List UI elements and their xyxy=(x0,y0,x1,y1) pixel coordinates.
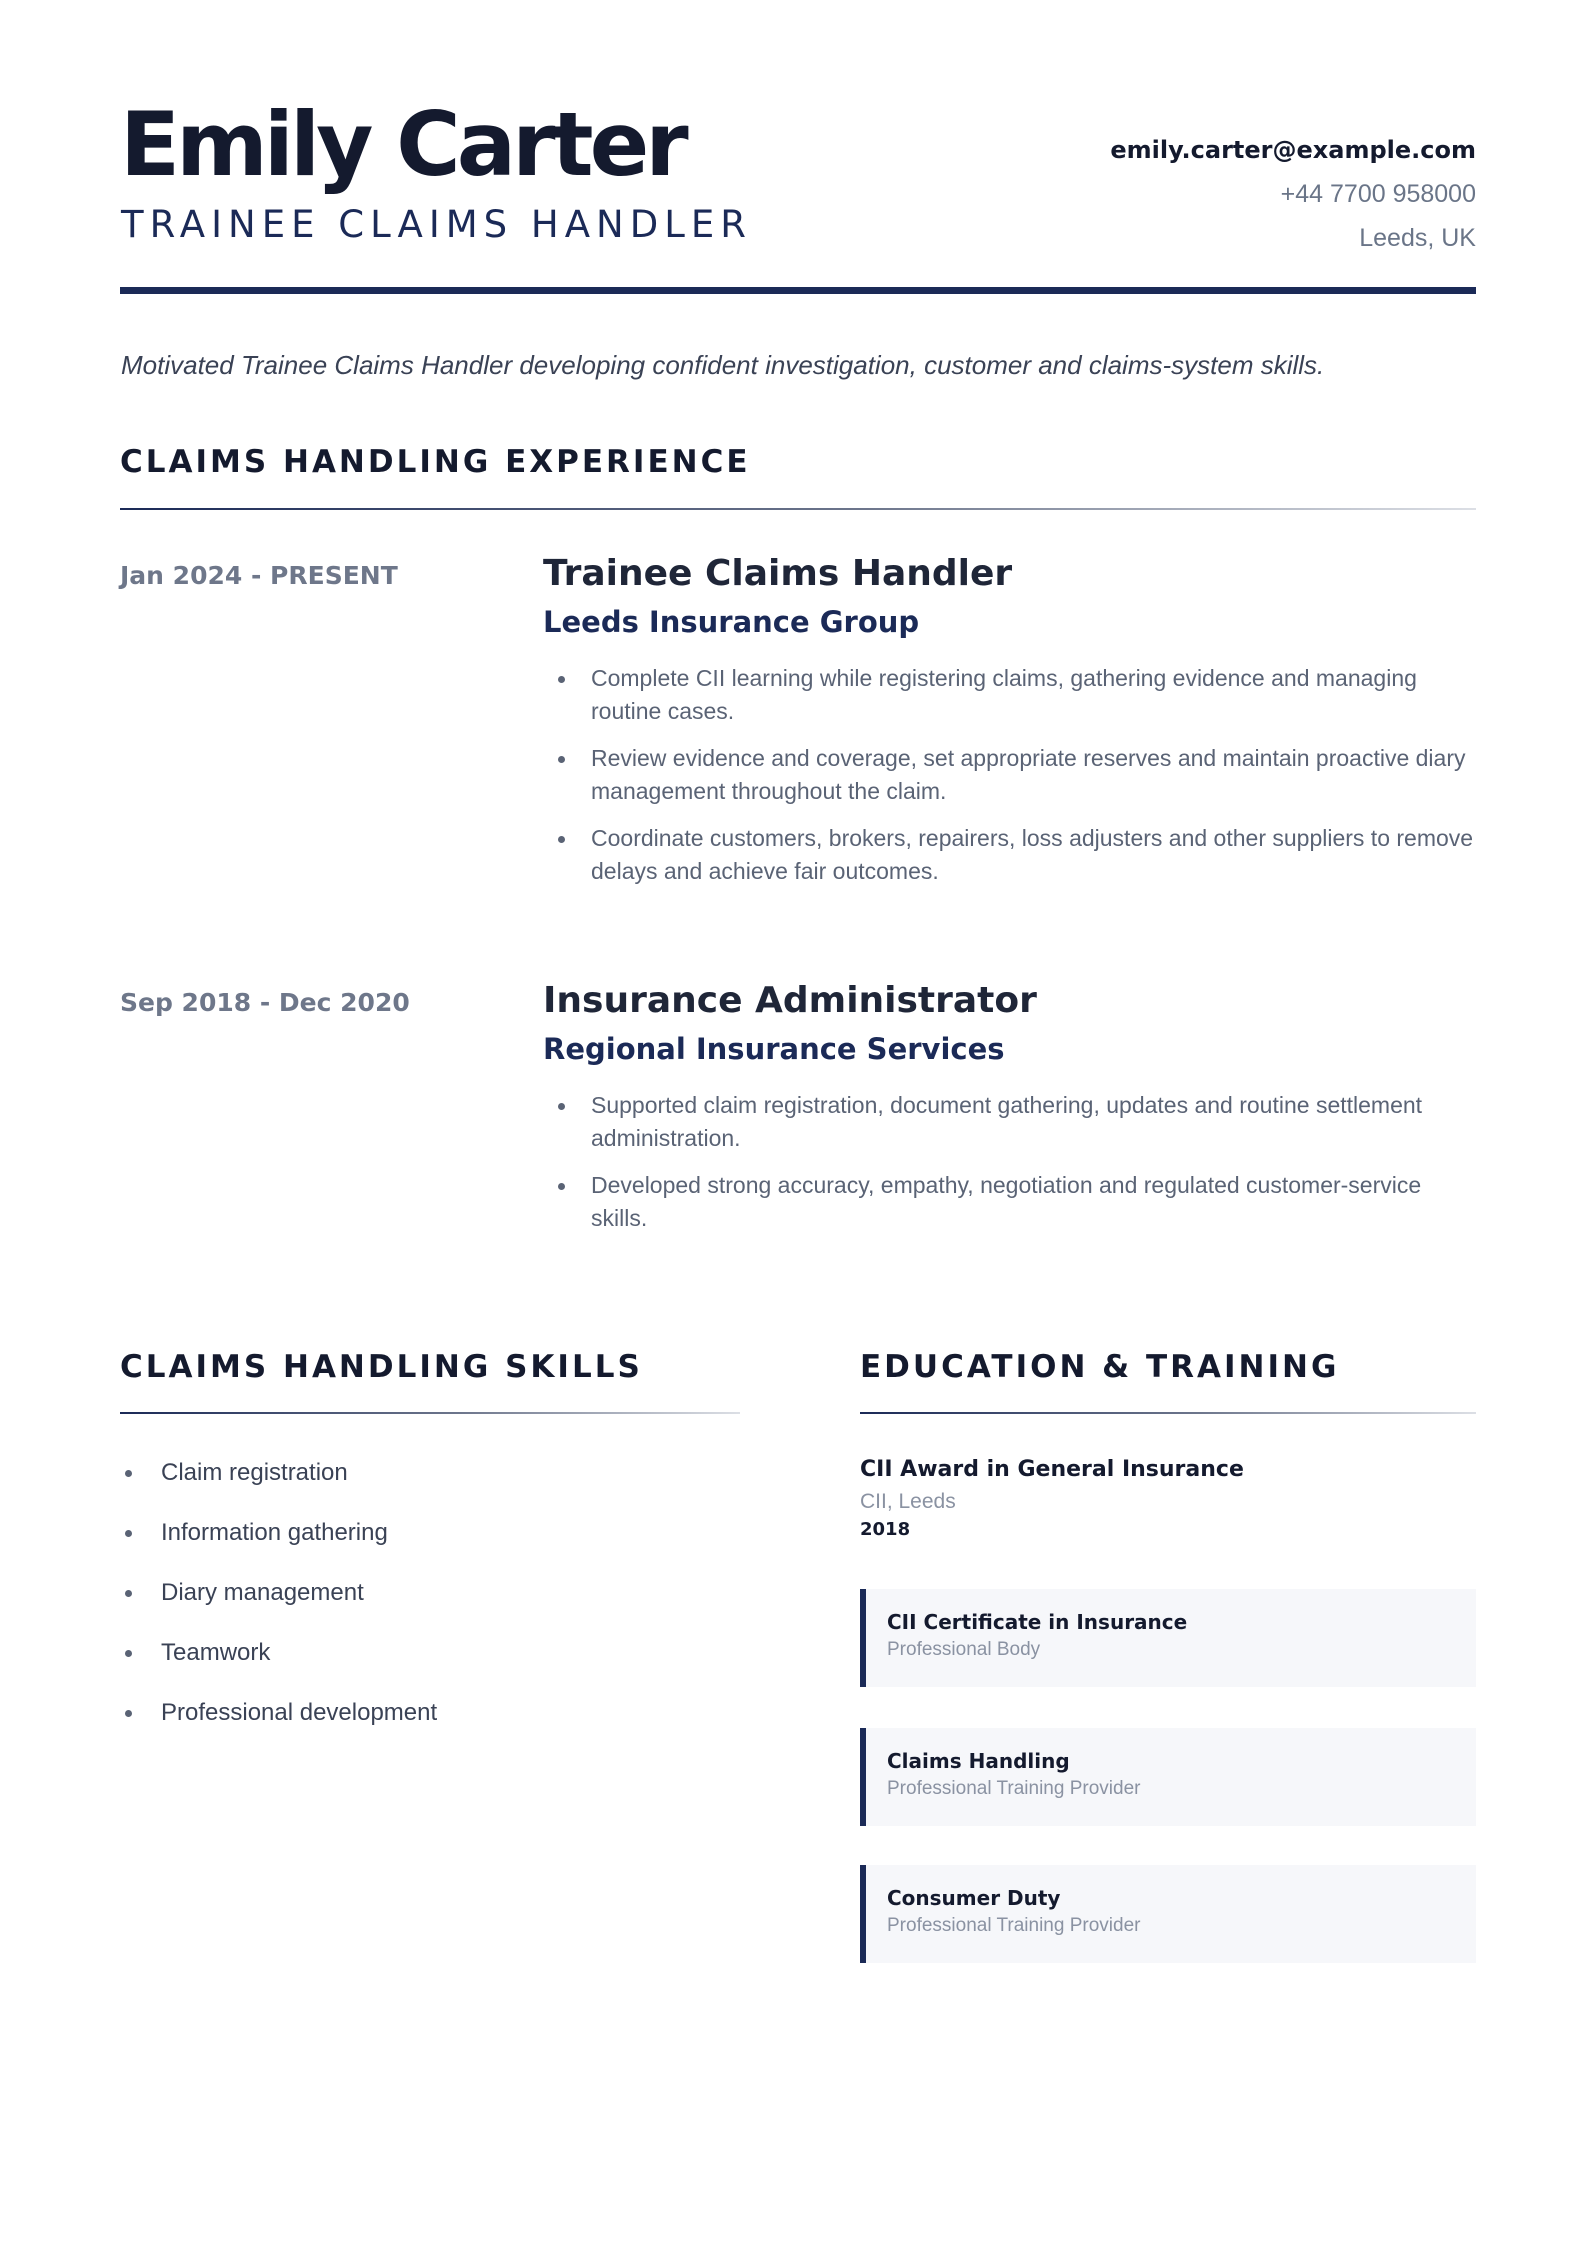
responsibility-item: Supported claim registration, document gathering, updates and routine settlement administration. xyxy=(543,1089,1478,1155)
skill-item: Information gathering xyxy=(120,1515,740,1551)
header-divider xyxy=(120,287,1476,294)
skill-item: Claim registration xyxy=(120,1455,740,1491)
experience-section-title: CLAIMS HANDLING EXPERIENCE xyxy=(120,444,751,480)
job-role-title: TRAINEE CLAIMS HANDLER xyxy=(121,203,752,246)
skills-section-title: CLAIMS HANDLING SKILLS xyxy=(120,1349,643,1385)
training-card xyxy=(860,1728,1476,1826)
qualification-institution: CII, Leeds xyxy=(860,1490,956,1513)
job-details xyxy=(543,980,1478,1249)
qualification-year: 2018 xyxy=(860,1519,911,1540)
job-dates: Sep 2018 - Dec 2020 xyxy=(120,988,410,1017)
job-title: Trainee Claims Handler xyxy=(543,553,1013,594)
job-title: Insurance Administrator xyxy=(543,980,1037,1021)
contact-location: Leeds, UK xyxy=(1359,224,1476,252)
job-company: Leeds Insurance Group xyxy=(543,605,920,639)
profile-summary: Motivated Trainee Claims Handler developing confident investigation, customer and claims-system skills. xyxy=(121,350,1325,380)
skill-item: Professional development xyxy=(120,1695,740,1731)
training-title: Claims Handling xyxy=(887,1749,1070,1773)
education-section-divider xyxy=(860,1412,1476,1414)
skill-item: Diary management xyxy=(120,1575,740,1611)
contact-phone: +44 7700 958000 xyxy=(1280,180,1476,208)
responsibility-item: Developed strong accuracy, empathy, negotiation and regulated customer-service skills. xyxy=(543,1169,1478,1235)
responsibility-item: Complete CII learning while registering claims, gathering evidence and managing routine cases. xyxy=(543,662,1478,728)
training-title: CII Certificate in Insurance xyxy=(887,1610,1188,1634)
candidate-name: Emily Carter xyxy=(120,93,685,196)
job-company: Regional Insurance Services xyxy=(543,1032,1005,1066)
skills-section-divider xyxy=(120,1412,740,1414)
responsibility-item: Review evidence and coverage, set appropriate reserves and maintain proactive diary management throughout the claim. xyxy=(543,742,1478,808)
contact-email: emily.carter@example.com xyxy=(1110,136,1476,164)
training-card xyxy=(860,1589,1476,1687)
training-provider: Professional Body xyxy=(887,1639,1041,1660)
skills-list xyxy=(120,1455,740,1755)
training-card xyxy=(860,1865,1476,1963)
job-dates: Jan 2024 - PRESENT xyxy=(120,561,398,590)
education-section-title: EDUCATION & TRAINING xyxy=(860,1349,1340,1385)
training-provider: Professional Training Provider xyxy=(887,1778,1141,1799)
job-details xyxy=(543,553,1478,902)
contact-block xyxy=(1110,128,1476,260)
responsibility-item: Coordinate customers, brokers, repairers, loss adjusters and other suppliers to remove delays and achieve fair outcomes. xyxy=(543,822,1478,888)
job-responsibilities xyxy=(543,1089,1478,1235)
training-provider: Professional Training Provider xyxy=(887,1915,1141,1936)
skill-item: Teamwork xyxy=(120,1635,740,1671)
job-responsibilities xyxy=(543,662,1478,888)
experience-section-divider xyxy=(120,508,1476,510)
education-entry-primary xyxy=(860,1455,1476,1543)
qualification-title: CII Award in General Insurance xyxy=(860,1457,1244,1482)
training-title: Consumer Duty xyxy=(887,1886,1061,1910)
